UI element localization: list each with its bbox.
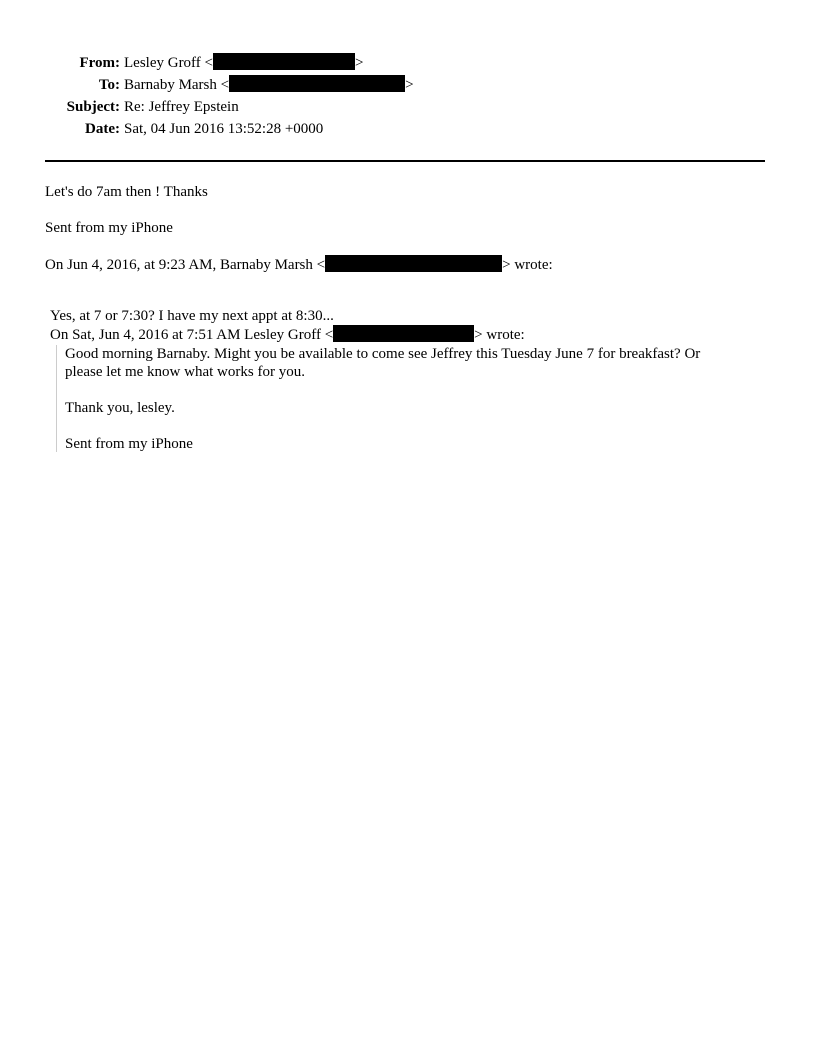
quote-line: Good morning Barnaby. Might you be available to come see Jeffrey this Tuesday June 7 for breakfast? Or (65, 346, 701, 362)
redaction-block (333, 325, 474, 342)
header-divider (45, 160, 765, 162)
attribution-prefix: On Jun 4, 2016, at 9:23 AM, Barnaby Marsh < (45, 257, 326, 273)
to-name: Barnaby Marsh < (124, 77, 230, 93)
quoted-message (56, 345, 757, 452)
date-label: Date: (85, 121, 120, 137)
attribution-suffix: > wrote: (502, 257, 553, 273)
redaction-block (325, 255, 502, 272)
attribution-line (45, 255, 553, 274)
quote-line: please let me know what works for you. (65, 364, 305, 380)
redaction-block (229, 75, 405, 92)
subject-label: Subject: (66, 99, 120, 115)
to-value (124, 74, 414, 96)
to-label: To: (98, 77, 120, 93)
date-value: Sat, 04 Jun 2016 13:52:28 +0000 (124, 121, 324, 137)
redaction-block (213, 53, 355, 70)
to-row (0, 74, 816, 96)
attribution-line (50, 325, 525, 344)
attribution-prefix: On Sat, Jun 4, 2016 at 7:51 AM Lesley Groff < (50, 327, 334, 343)
body-line: Let's do 7am then ! Thanks (45, 184, 208, 200)
from-value (124, 52, 363, 74)
from-name: Lesley Groff < (124, 55, 213, 71)
attribution-suffix: > wrote: (474, 327, 525, 343)
date-row (0, 118, 816, 140)
subject-value: Re: Jeffrey Epstein (124, 99, 239, 115)
quote-signature: Sent from my iPhone (65, 436, 193, 452)
from-close: > (355, 55, 364, 71)
from-row (0, 52, 816, 74)
subject-row (0, 96, 816, 118)
to-close: > (405, 77, 414, 93)
email-header (0, 52, 816, 140)
reply-line: Yes, at 7 or 7:30? I have my next appt at 8:30... (50, 308, 334, 324)
from-label: From: (79, 55, 120, 71)
signature-line: Sent from my iPhone (45, 220, 173, 236)
quote-line: Thank you, lesley. (65, 400, 175, 416)
